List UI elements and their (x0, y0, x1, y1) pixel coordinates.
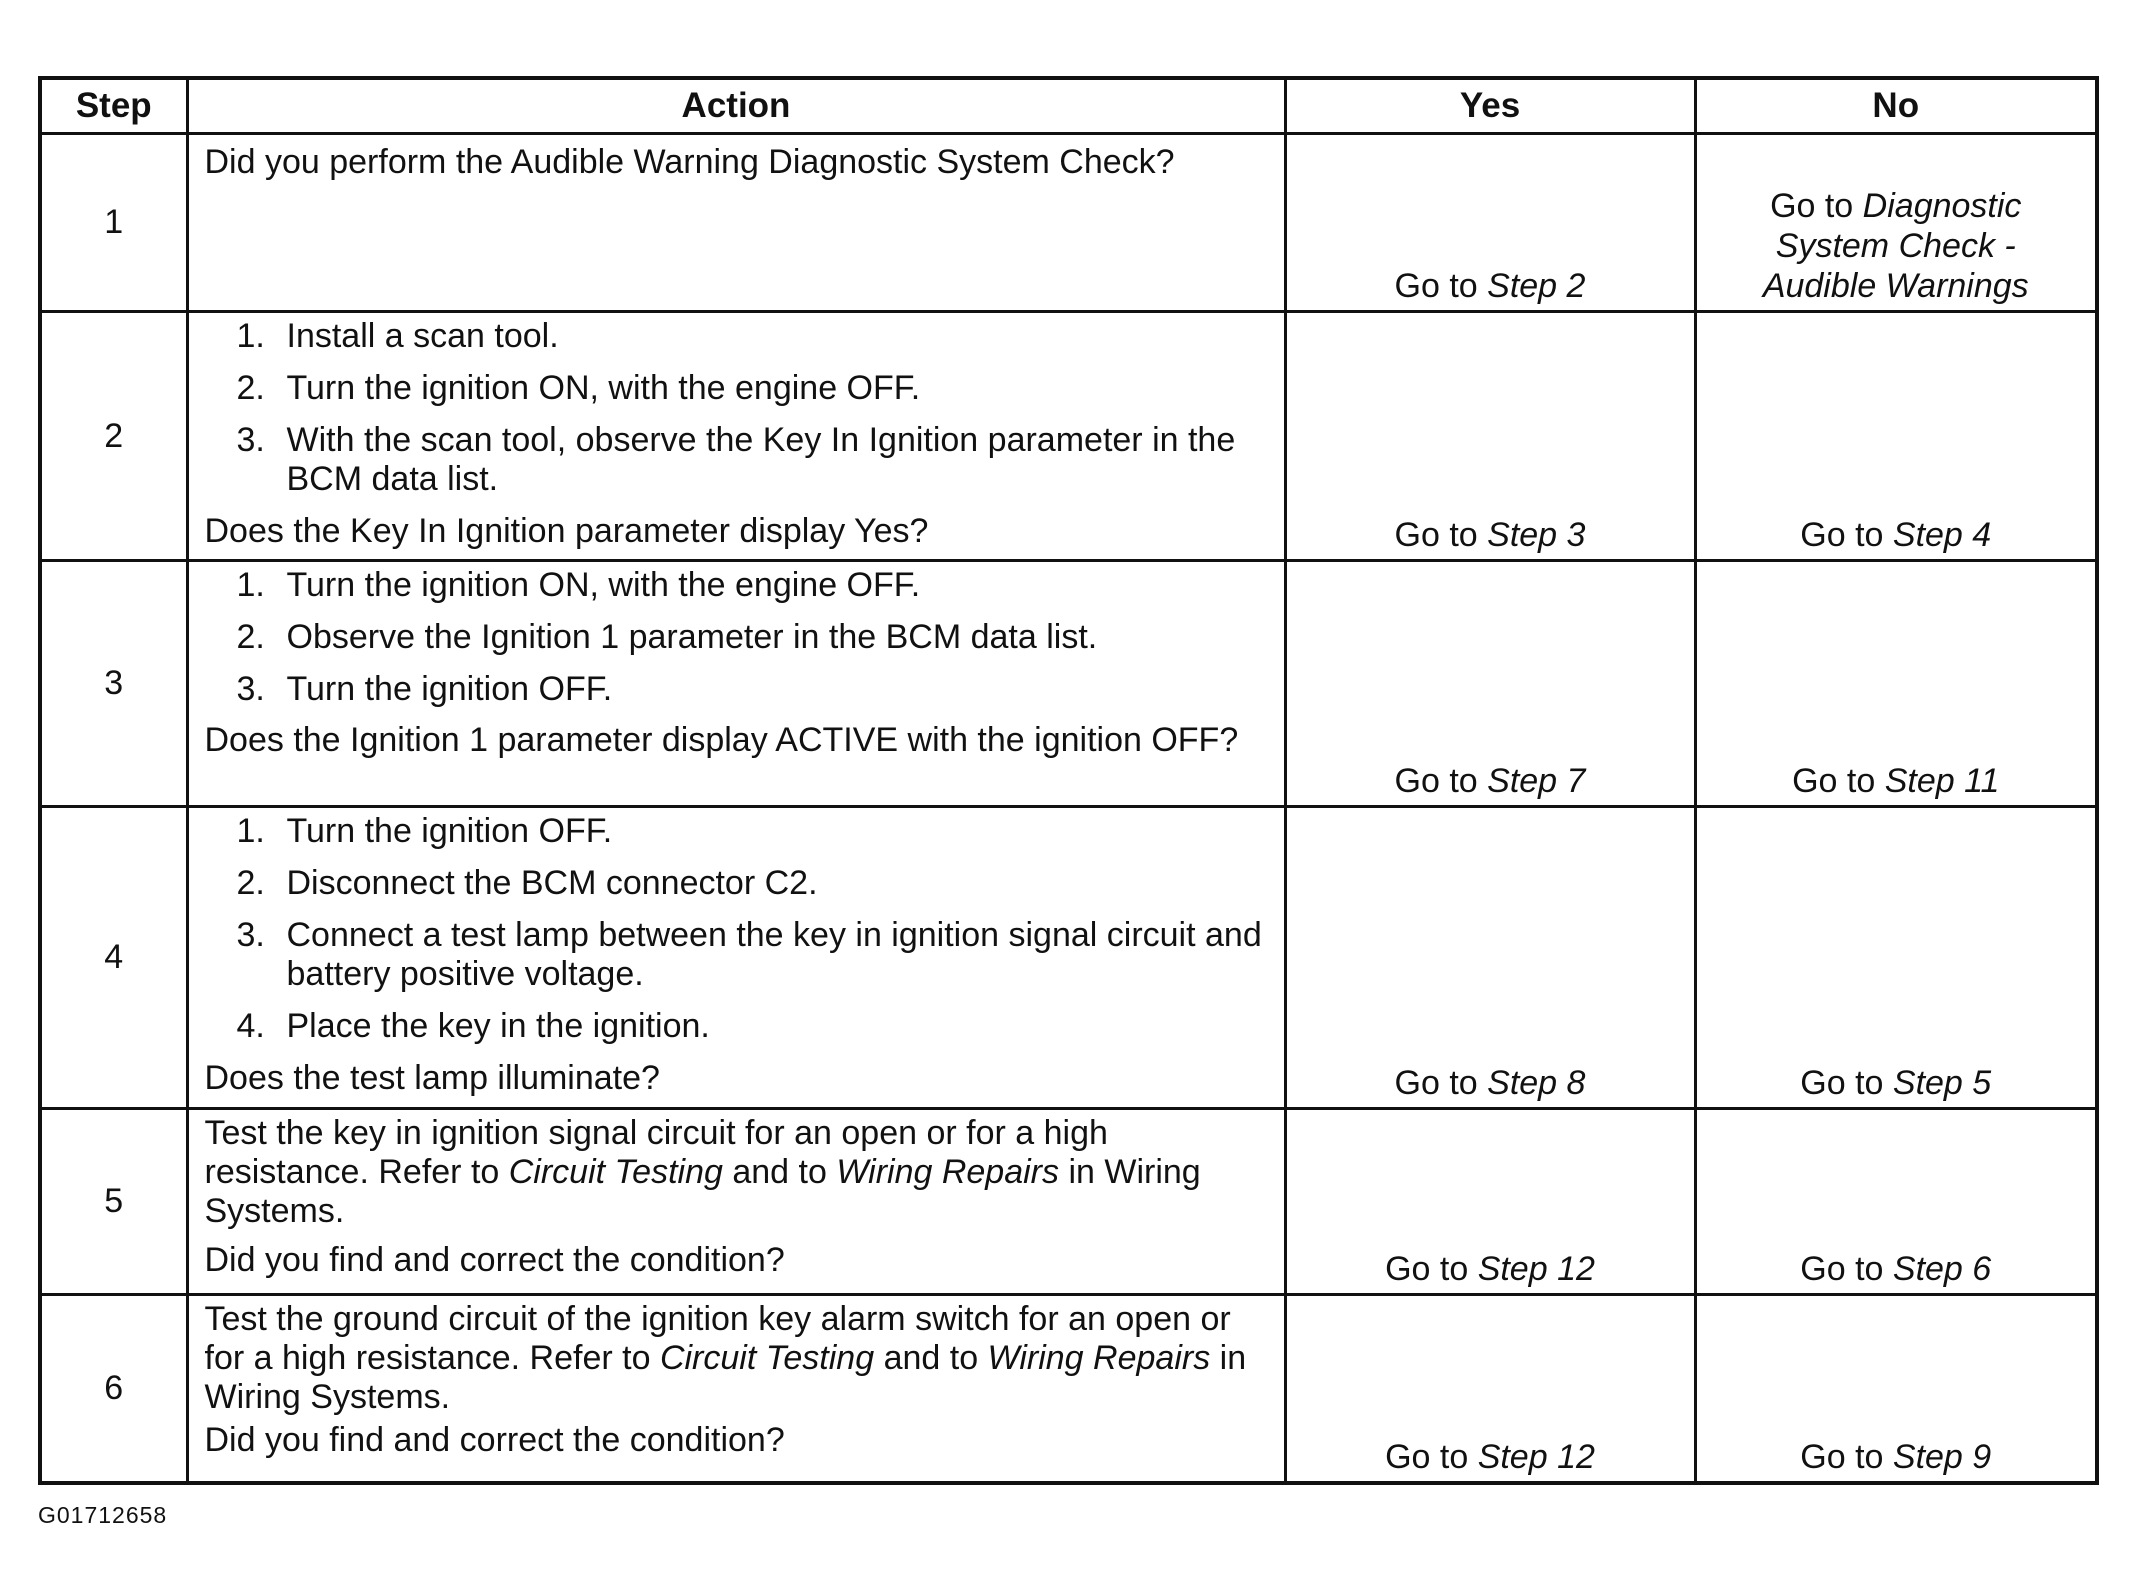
substep-list (205, 812, 1268, 1046)
header-action: Action (187, 78, 1285, 134)
step-number: 2 (40, 312, 187, 561)
action-text-part: and to (722, 1153, 837, 1191)
header-step: Step (40, 78, 187, 134)
yes-prefix: Go to (1394, 1064, 1488, 1102)
no-cell (1695, 561, 2097, 807)
substep-text: Observe the Ignition 1 parameter in the BCM data list. (286, 618, 1098, 656)
substep-item (205, 369, 1268, 408)
no-prefix: Go to (1800, 516, 1893, 554)
substep-number: 2. (236, 864, 265, 902)
no-prefix: Go to (1800, 1437, 1893, 1476)
yes-link[interactable]: Step 12 (1477, 1437, 1595, 1476)
substep-text: Turn the ignition ON, with the engine OFF. (286, 369, 921, 407)
yes-cell (1285, 312, 1695, 561)
step-number: 5 (40, 1109, 187, 1295)
substep-item (205, 670, 1268, 709)
step-number: 4 (40, 807, 187, 1109)
yes-cell (1285, 561, 1695, 807)
substep-item (205, 812, 1268, 851)
substep-number: 3. (236, 916, 265, 954)
substep-number: 3. (236, 421, 265, 459)
diagnostic-table (38, 76, 2099, 1485)
substep-item (205, 864, 1268, 903)
circuit-testing-link[interactable]: Circuit Testing (659, 1339, 875, 1377)
table-row (40, 561, 2097, 807)
substep-number: 2. (236, 618, 265, 656)
yes-link[interactable]: Step 12 (1477, 1250, 1595, 1288)
substep-text: Turn the ignition OFF. (286, 670, 613, 708)
substep-number: 3. (236, 670, 265, 708)
no-link[interactable]: Step 11 (1884, 762, 2000, 800)
question-text: Did you find and correct the condition? (204, 1241, 785, 1279)
no-cell (1695, 807, 2097, 1109)
substep-item (205, 618, 1268, 657)
yes-prefix: Go to (1385, 1437, 1478, 1476)
substep-item (205, 421, 1268, 499)
action-text (205, 1114, 1268, 1231)
substep-text: Place the key in the ignition. (286, 1007, 710, 1045)
no-link[interactable]: Step 4 (1892, 516, 1992, 554)
table-row (40, 134, 2097, 312)
circuit-testing-link[interactable]: Circuit Testing (508, 1153, 723, 1191)
action-cell (187, 561, 1285, 807)
action-cell (187, 1109, 1285, 1295)
step-number: 6 (40, 1295, 187, 1483)
action-cell (187, 807, 1285, 1109)
substep-number: 1. (236, 812, 265, 850)
action-text (205, 1300, 1268, 1417)
yes-cell (1285, 134, 1695, 312)
action-text-part: in Wiring Systems. (204, 1153, 1201, 1230)
action-text-part: Test the ground circuit of the ignition key alarm switch for an open or for a high resistance. Refer to (204, 1300, 1231, 1377)
substep-list (205, 317, 1268, 499)
no-prefix: Go to (1800, 1250, 1893, 1288)
substep-list (205, 566, 1268, 709)
header-no: No (1695, 78, 2097, 134)
wiring-repairs-link[interactable]: Wiring Repairs (836, 1153, 1059, 1191)
substep-number: 1. (236, 317, 265, 355)
substep-item (205, 566, 1268, 605)
action-text: Did you perform the Audible Warning Diagnostic System Check? (204, 143, 1175, 181)
yes-cell (1285, 1109, 1695, 1295)
action-text-part: Test the key in ignition signal circuit for an open or for a high resistance. Refer to (204, 1114, 1108, 1191)
table-row (40, 807, 2097, 1109)
no-cell (1695, 1109, 2097, 1295)
question-text: Did you find and correct the condition? (204, 1421, 785, 1459)
substep-text: Install a scan tool. (286, 317, 559, 355)
action-cell (187, 1295, 1285, 1483)
yes-prefix: Go to (1394, 516, 1488, 554)
yes-prefix: Go to (1394, 267, 1488, 305)
action-cell (187, 134, 1285, 312)
no-link[interactable]: Step 9 (1892, 1437, 1992, 1476)
table-row (40, 1295, 2097, 1483)
yes-link[interactable]: Step 8 (1487, 1064, 1586, 1102)
question-text: Does the Ignition 1 parameter display ACTIVE with the ignition OFF? (204, 721, 1239, 759)
substep-text: Turn the ignition OFF. (286, 812, 613, 850)
header-yes: Yes (1285, 78, 1695, 134)
yes-prefix: Go to (1385, 1250, 1478, 1288)
action-text-part: and to (874, 1339, 988, 1377)
yes-cell (1285, 807, 1695, 1109)
substep-text: Connect a test lamp between the key in ignition signal circuit and battery positive voltage. (286, 916, 1262, 993)
no-link[interactable]: Step 5 (1892, 1064, 1992, 1102)
yes-prefix: Go to (1394, 762, 1488, 800)
substep-item (205, 1007, 1268, 1046)
yes-link[interactable]: Step 7 (1487, 762, 1586, 800)
no-cell (1695, 312, 2097, 561)
table-row (40, 312, 2097, 561)
substep-text: With the scan tool, observe the Key In Ignition parameter in the BCM data list. (286, 421, 1236, 498)
substep-item (205, 916, 1268, 994)
step-number: 3 (40, 561, 187, 807)
substep-text: Turn the ignition ON, with the engine OFF. (286, 566, 921, 604)
no-prefix: Go to (1800, 1064, 1893, 1102)
substep-item (205, 317, 1268, 356)
table-row (40, 1109, 2097, 1295)
wiring-repairs-link[interactable]: Wiring Repairs (987, 1339, 1211, 1377)
yes-link[interactable]: Step 2 (1487, 267, 1586, 305)
no-prefix: Go to (1792, 762, 1885, 800)
question-text: Does the Key In Ignition parameter display Yes? (204, 512, 929, 550)
question-text: Does the test lamp illuminate? (204, 1059, 660, 1097)
action-cell (187, 312, 1285, 561)
step-number: 1 (40, 134, 187, 312)
no-link[interactable]: Diagnostic System Check - Audible Warnings (1762, 187, 2029, 305)
substep-text: Disconnect the BCM connector C2. (286, 864, 818, 902)
no-cell (1695, 134, 2097, 312)
substep-number: 1. (236, 566, 265, 604)
action-text-part: in Wiring Systems. (204, 1339, 1247, 1416)
no-link[interactable]: Step 6 (1892, 1250, 1992, 1288)
yes-cell (1285, 1295, 1695, 1483)
substep-number: 4. (236, 1007, 265, 1045)
figure-id: G01712658 (38, 1502, 168, 1528)
yes-link[interactable]: Step 3 (1487, 516, 1586, 554)
table-header-row (40, 78, 2097, 134)
no-cell (1695, 1295, 2097, 1483)
substep-number: 2. (236, 369, 265, 407)
no-prefix: Go to (1770, 187, 1863, 225)
